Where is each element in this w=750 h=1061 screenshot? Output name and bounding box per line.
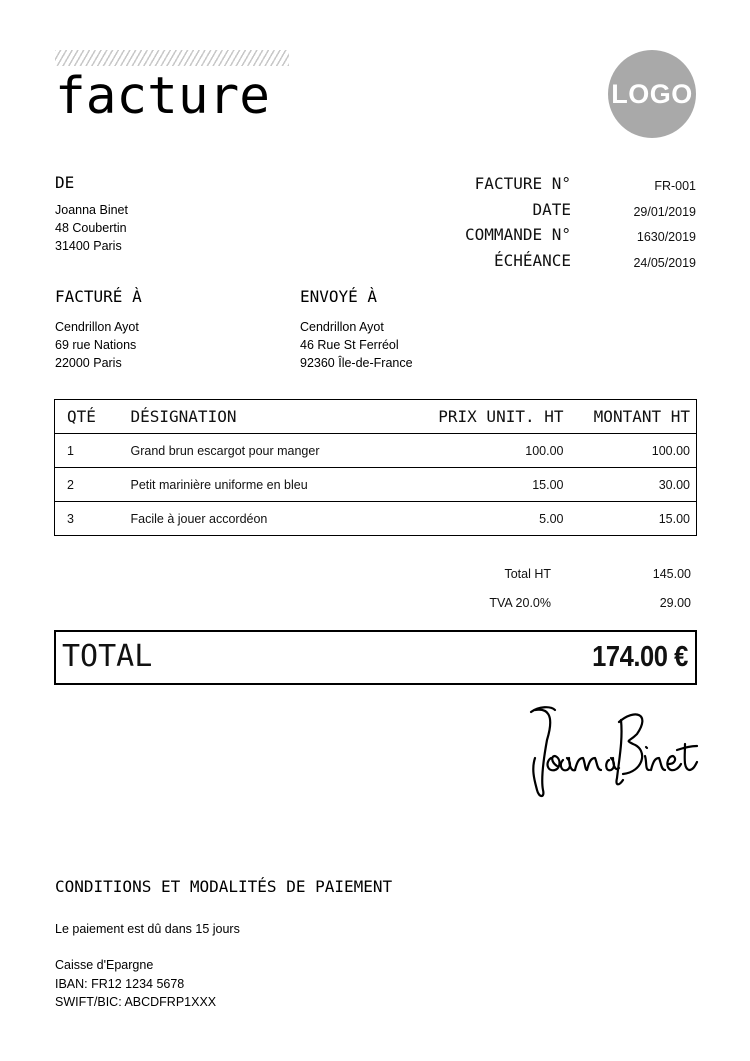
from-line: 48 Coubertin [55,221,127,235]
ship-to-line: 46 Rue St Ferréol [300,338,399,352]
ship-to-line: Cendrillon Ayot [300,320,384,334]
logo: LOGO [608,50,696,138]
date-value: 29/01/2019 [633,204,696,219]
col-description-header: DÉSIGNATION [125,400,405,434]
unit-price-cell: 5.00 [539,511,564,526]
amount-cell: 30.00 [570,468,697,502]
iban: IBAN: FR12 1234 5678 [55,976,185,991]
bill-to-line: 69 rue Nations [55,338,137,352]
swift-bic: SWIFT/BIC: ABCDFRP1XXX [55,995,217,1009]
description-cell: Facile à jouer accordéon [130,511,268,526]
qty-cell: 1 [55,434,125,468]
total-value: 174.00 € [592,641,688,673]
order-number-value: 1630/2019 [636,230,696,244]
table-row [55,468,697,502]
from-line: 31400 Paris [55,239,122,253]
ship-to-heading: ENVOYÉ À [300,287,378,306]
signature [525,700,700,800]
col-amount-header: MONTANT HT [570,400,697,434]
items-header-row [55,400,697,434]
due-date-label: ÉCHÉANCE [493,250,571,270]
date-label: DATE [532,199,571,219]
total-box [54,630,697,685]
description-cell: Grand brun escargot pour manger [125,434,405,468]
amount-cell: 100.00 [570,434,697,468]
ship-to-address [300,318,413,372]
qty-cell: 2 [55,468,125,502]
payment-terms-text: Le paiement est dû dans 15 jours [55,922,240,936]
due-date-value: 24/05/2019 [633,255,696,270]
invoice-meta-labels [465,171,571,273]
bill-to-heading: FACTURÉ À [55,287,142,306]
table-row [55,434,697,468]
amount-cell: 15.00 [658,511,690,526]
bank-details [55,956,216,1012]
bill-to-line: 22000 Paris [55,356,122,370]
total-label: TOTAL [62,639,153,674]
invoice-number-value: FR-001 [654,179,696,193]
from-heading: DE [55,173,75,192]
unit-price-cell: 15.00 [405,468,570,502]
tax-label: TVA 20.0% [489,596,551,610]
payment-terms-heading: CONDITIONS ET MODALITÉS DE PAIEMENT [55,877,393,896]
invoice-number-label: FACTURE N° [474,174,571,193]
from-address [55,201,128,255]
tax-value: 29.00 [659,596,691,610]
col-qty-header: QTÉ [55,400,125,434]
subtotal-value: 145.00 [652,567,691,581]
decorative-hatch [55,50,289,66]
from-line: Joanna Binet [55,203,128,217]
col-unit-price-header: PRIX UNIT. HT [405,400,570,434]
unit-price-cell: 100.00 [405,434,570,468]
bill-to-line: Cendrillon Ayot [55,320,139,334]
bill-to-address [55,318,139,372]
ship-to-line: 92360 Île-de-France [300,356,413,370]
bank-name: Caisse d'Epargne [55,958,154,972]
invoice-meta-values [633,171,696,273]
order-number-label: COMMANDE N° [465,225,571,244]
document-title: facture [55,67,270,126]
qty-cell: 3 [67,511,74,526]
table-row [55,502,697,536]
items-table [54,399,697,536]
description-cell: Petit marinière uniforme en bleu [125,468,405,502]
subtotal-label: Total HT [504,567,551,581]
